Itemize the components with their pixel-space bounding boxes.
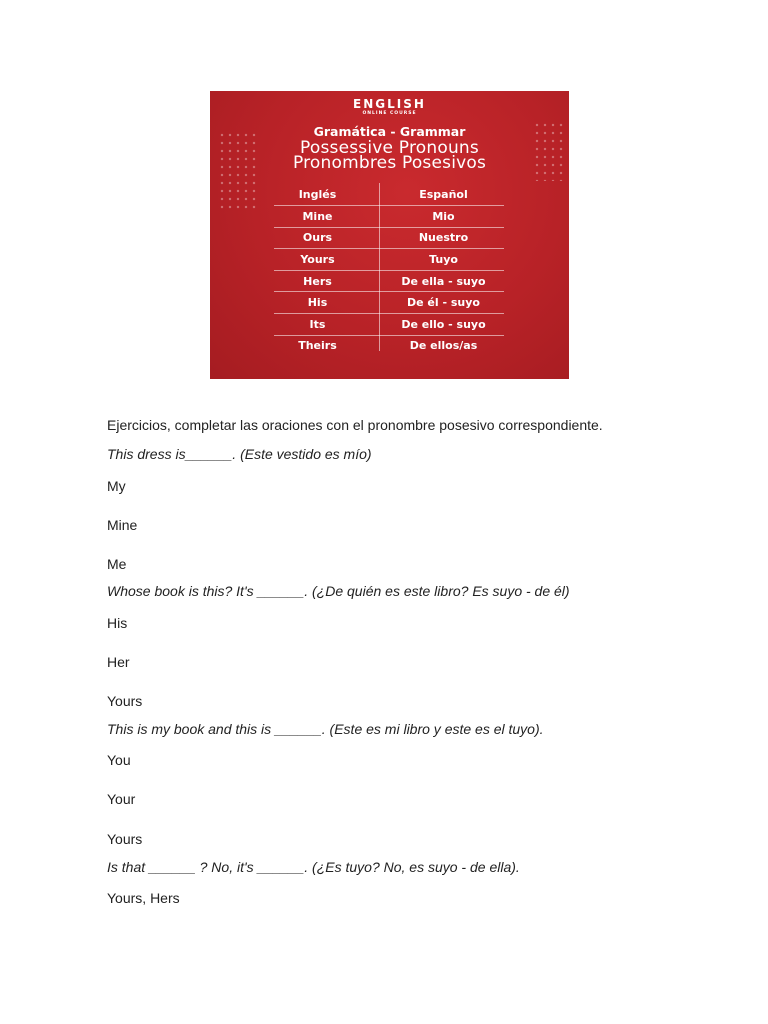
english-cell: His [307, 296, 328, 310]
english-cell: Mine [302, 209, 333, 223]
table-row [274, 205, 504, 227]
table-row [274, 291, 504, 313]
answer-option: Her [107, 654, 130, 670]
answer-option: Yours, Hers [107, 890, 180, 906]
spanish-cell: De ellos/as [409, 339, 478, 353]
answer-option: Yours [107, 693, 143, 709]
instructions-text: Ejercicios, completar las oraciones con el pronombre posesivo correspondiente. [107, 417, 603, 433]
answer-option: Your [107, 791, 136, 807]
header-ingles: Inglés [298, 187, 337, 201]
possessive-pronouns-banner [210, 91, 569, 379]
spanish-cell: Nuestro [418, 231, 469, 245]
title-english: Possessive Pronouns [300, 138, 479, 158]
spanish-cell: De él - suyo [407, 296, 480, 310]
exercise-question: This is my book and this is ______. (Este es mi libro y este es el tuyo). [107, 721, 544, 737]
answer-option: Me [107, 556, 127, 572]
brand-logo-text: ENGLISH [353, 97, 426, 111]
table-row [274, 335, 504, 357]
answer-option: His [107, 615, 128, 631]
answer-option: Yours [107, 831, 143, 847]
table-row [274, 248, 504, 270]
english-cell: Hers [303, 274, 332, 288]
spanish-cell: De ello - suyo [401, 317, 486, 331]
answer-option: My [107, 478, 126, 494]
spanish-cell: De ella - suyo [401, 274, 486, 288]
table-row [274, 270, 504, 292]
exercise-question: This dress is______. (Este vestido es mío) [107, 446, 372, 462]
grammar-heading: Gramática - Grammar [313, 124, 466, 139]
table-header-row [274, 183, 504, 205]
header-espanol: Español [419, 187, 468, 201]
table-row [274, 227, 504, 249]
answer-option: You [107, 752, 131, 768]
spanish-cell: Mio [432, 209, 455, 223]
english-cell: Yours [300, 252, 335, 266]
table-row [274, 313, 504, 335]
spanish-cell: Tuyo [429, 252, 458, 266]
english-cell: Theirs [298, 339, 337, 353]
exercise-question: Is that ______ ? No, it's ______. (¿Es tuyo? No, es suyo - de ella). [107, 859, 520, 875]
answer-option: Mine [107, 517, 138, 533]
exercise-question: Whose book is this? It's ______. (¿De quién es este libro? Es suyo - de él) [107, 583, 570, 599]
title-spanish: Pronombres Posesivos [292, 153, 487, 173]
pronoun-table [274, 183, 504, 356]
brand-subtitle: ONLINE COURSE [362, 111, 417, 116]
english-cell: Ours [302, 231, 333, 245]
english-cell: Its [309, 317, 326, 331]
